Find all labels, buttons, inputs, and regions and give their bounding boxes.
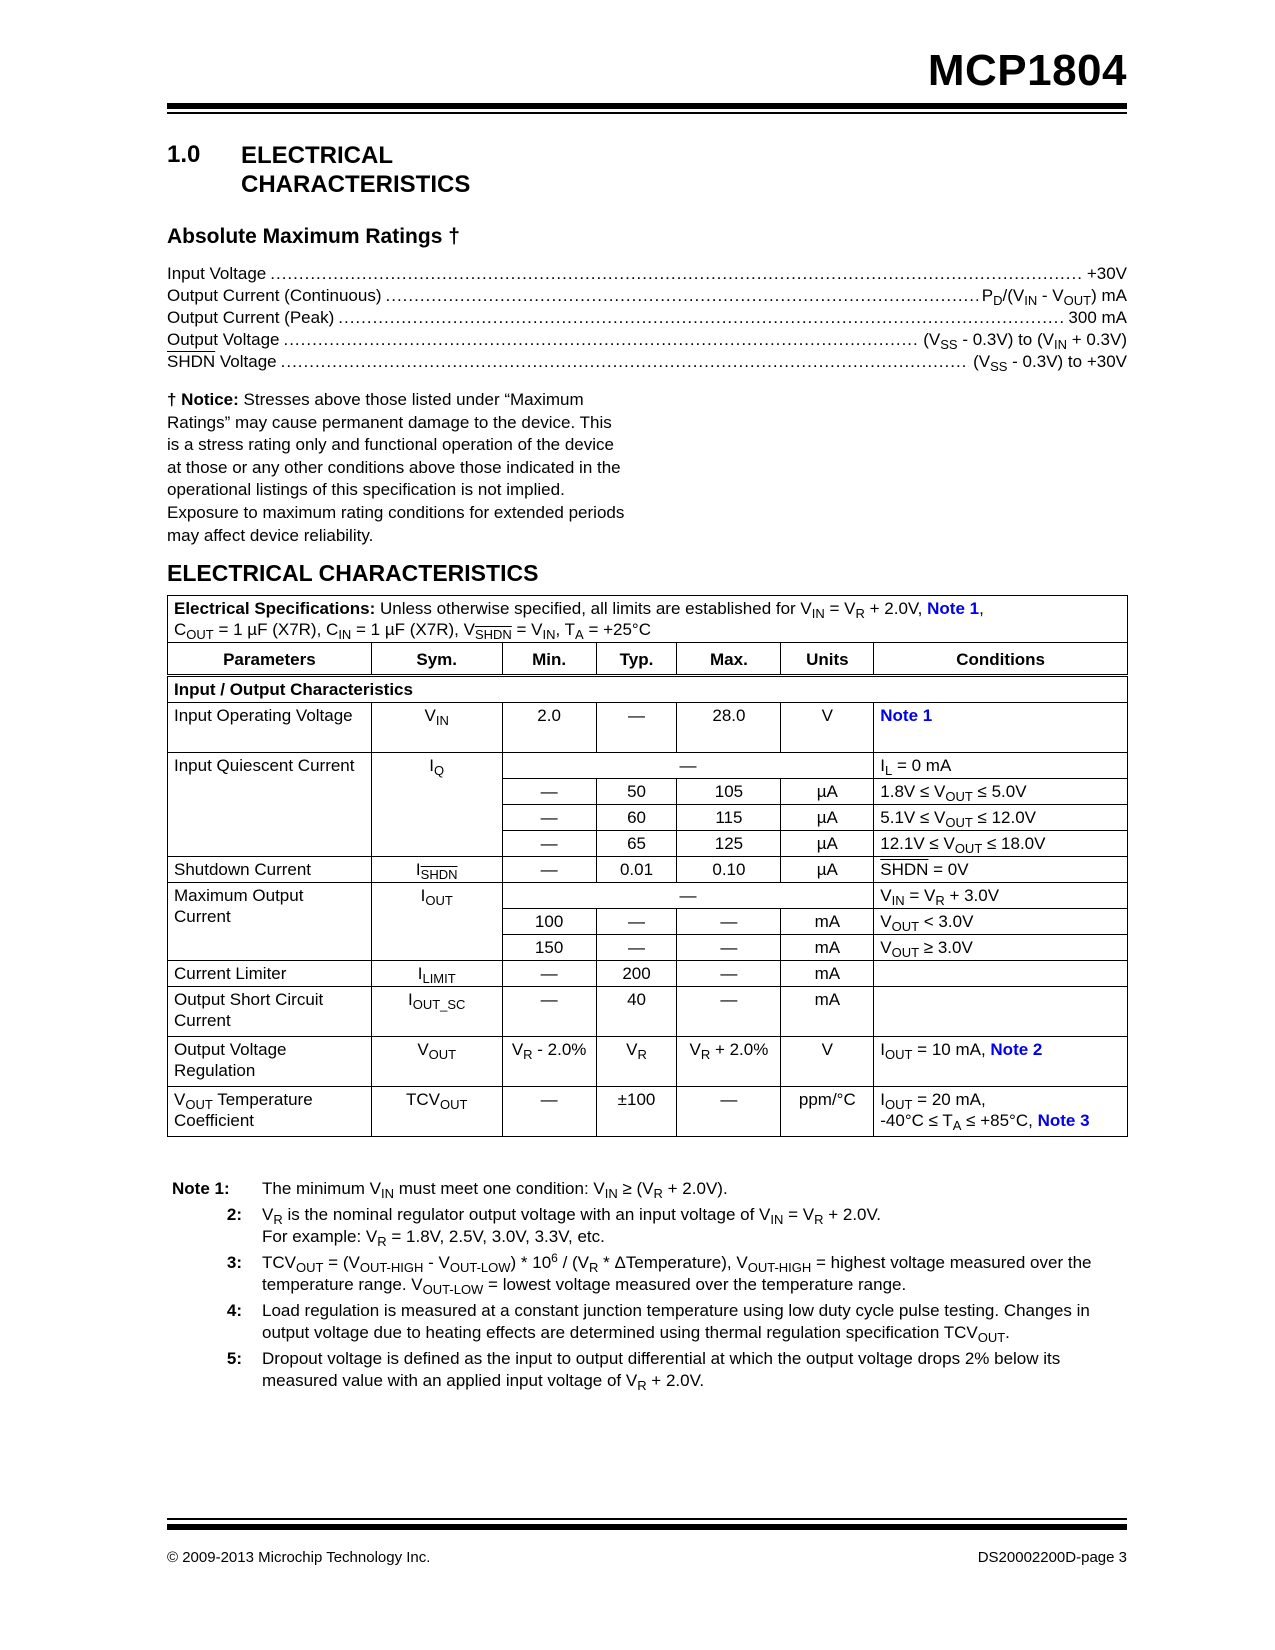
table-row: — 50 105 µA $1.8V \le V_{OUT} \le 5.0V$ xyxy=(168,779,1128,805)
electrical-characteristics-table xyxy=(167,595,1128,1137)
table-row: Current Limiter $I_{LIMIT}$ — 200 — mA xyxy=(168,961,1128,987)
notice-paragraph: † Notice: Stresses above those listed under “Maximum Ratings” may cause permanent damage to the device. This is a stress rating only and functional operation of the device at those or any other conditions above those indicated in the operational listings of this specification is not implied. Exposure to maximum rating conditions for extended periods may affect device reliability. xyxy=(167,390,625,545)
col-header: Units xyxy=(781,643,874,676)
table-row: 150 — — mA $V_{OUT} \ge 3.0V$ xyxy=(168,935,1128,961)
col-header: Parameters xyxy=(168,643,372,676)
footer-rule-thin xyxy=(167,1518,1127,1520)
table-row: Maximum Output Current $I_{OUT}$ — $V_{IN} = V_R + 3.0V$ xyxy=(168,883,1128,909)
document-title: MCP1804 xyxy=(927,46,1127,95)
note1-link[interactable]: Note 1 xyxy=(880,706,933,725)
spec-row xyxy=(168,596,1128,643)
page-number: DS20002200D-page 3 xyxy=(977,1549,1127,1566)
note-2: 2: $V_R$ is the nominal regulator output voltage with an input voltage of $V_{IN} = V_R + 2.0V$. For example: $V_R = 1.8V$, 2.5V, 3.0V, 3.3V, etc. xyxy=(226,1205,881,1249)
table-notes xyxy=(172,1178,1122,1396)
copyright: © 2009-2013 Microchip Technology Inc. xyxy=(167,1549,431,1566)
header-rule xyxy=(167,103,1127,109)
note2-link[interactable]: Note 2 xyxy=(990,1040,1043,1059)
table-row: 100 — — mA $V_{OUT} < 3.0V$ xyxy=(168,909,1128,935)
table-row: Output Voltage Regulation $V_{OUT}$ $V_R - 2.0\%$ $V_R$ $V_R + 2.0\%$ V $I_{OUT} = 10$ mA, Note 2 xyxy=(168,1037,1128,1087)
table-row: Output Short Circuit Current $I_{OUT\_SC}$ — 40 — mA xyxy=(168,987,1128,1037)
section-title: ELECTRICAL CHARACTERISTICS xyxy=(241,142,471,198)
col-header: Max. xyxy=(677,643,781,676)
rating-output-voltage: Output Voltage ..... $(V_{SS} - 0.3V)$ to $(V_{IN} + 0.3V)$ xyxy=(167,330,1127,352)
table-row: — 60 115 µA $5.1V \le V_{OUT} \le 12.0V$ xyxy=(168,805,1128,831)
note-5: 5: Dropout voltage is defined as the input to output differential at which the output voltage drops 2% below its measured value with an applied input voltage of $V_R + 2.0V$. xyxy=(226,1349,1061,1393)
col-header: Sym. xyxy=(371,643,502,676)
table-header-row xyxy=(168,643,1128,676)
ec-title: ELECTRICAL CHARACTERISTICS xyxy=(167,560,539,586)
table-row: Shutdown Current $I_{SHDN}$ — 0.01 0.10 µA SHDN = 0V xyxy=(168,857,1128,883)
note-4: 4: Load regulation is measured at a constant junction temperature using low duty cycle pulse testing. Changes in output voltage due to heating effects are determined using thermal regulation specification $TCV_{OUT}$. xyxy=(226,1301,1090,1345)
table-row: Input Operating Voltage $V_{IN}$ 2.0 — 28.0 V Note 1 xyxy=(168,703,1128,753)
col-header: Min. xyxy=(502,643,596,676)
note-3: 3: $TCV_{OUT} = (V_{OUT-HIGH} - V_{OUT-LOW}) * 10^6 / (V_R$ * ΔTemperature), $V_{OUT-HIGH}$ = highest voltage measured over the temperature range. $V_{OUT-LOW}$ = lowest voltage measured over the temperature range. xyxy=(226,1251,1092,1297)
note3-link[interactable]: Note 3 xyxy=(1037,1111,1090,1130)
abs-max-title: Absolute Maximum Ratings † xyxy=(167,225,460,248)
note-1: Note 1: The minimum $V_{IN}$ must meet one condition: $V_{IN} \ge (V_R + 2.0V)$. xyxy=(172,1179,728,1201)
rating-output-current-continuous: Output Current (Continuous) ..... $P_D/(V_{IN} - V_{OUT})$ mA xyxy=(167,286,1127,308)
section-number: 1.0 xyxy=(167,141,201,168)
spec-cell: Electrical Specifications: Unless otherwise specified, all limits are established for $V_{IN} = V_R + 2.0V$, Note 1, $C_{OUT} = 1$ µF (X7R), $C_{IN} = 1$ µF (X7R), $V_{SHDN} = V_{IN}$, $T_A = +25^\circ C$ xyxy=(168,596,1128,643)
table-row: $V_{OUT}$ Temperature Coefficient $TCV_{OUT}$ — ±100 — ppm/°C $I_{OUT} = 20$ mA, $-40^\circ C \le T_A \le +85^\circ C$, Note 3 xyxy=(168,1087,1128,1137)
table-row: — 65 125 µA $12.1V \le V_{OUT} \le 18.0V$ xyxy=(168,831,1128,857)
col-header: Typ. xyxy=(596,643,677,676)
rating-output-current-peak: Output Current (Peak) ..... 300 mA xyxy=(167,308,1127,330)
rating-shdn-voltage: SHDN Voltage ..... $(V_{SS} - 0.3V)$ to +30V xyxy=(167,352,1127,374)
header-rule-thin xyxy=(167,112,1127,114)
col-header: Conditions xyxy=(874,643,1128,676)
table-row: Input Quiescent Current $I_Q$ — $I_L = 0$ mA xyxy=(168,753,1128,779)
rating-input-voltage: Input Voltage ..... +30V xyxy=(167,264,1127,286)
note1-link[interactable]: Note 1 xyxy=(927,599,980,618)
group-row: Input / Output Characteristics xyxy=(168,676,1128,703)
footer-rule xyxy=(167,1524,1127,1530)
